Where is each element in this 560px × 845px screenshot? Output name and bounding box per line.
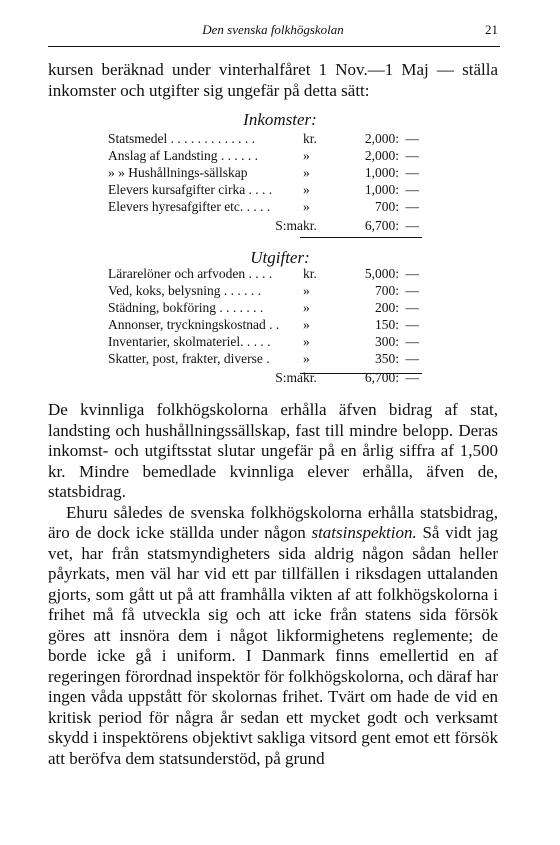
expenses-title: Utgifter: <box>250 248 310 267</box>
row-currency: » <box>303 351 310 366</box>
page-number: 21 <box>485 22 498 37</box>
row-label: Städning, bokföring . . . . . . . <box>108 300 264 315</box>
row-dash: — <box>405 351 419 366</box>
sum-amount: 6,700: <box>364 370 399 385</box>
row-label: Anslag af Landsting . . . . . . <box>108 148 258 163</box>
expense-row <box>108 350 419 367</box>
paragraph <box>48 503 498 770</box>
expense-row <box>108 316 419 333</box>
row-amount: 700: <box>374 283 399 298</box>
row-amount: 1,000: <box>364 165 399 180</box>
row-currency: kr. <box>303 131 317 146</box>
sum-amount: 6,700: <box>364 218 399 233</box>
emphasis-text: statsinspektion. <box>311 523 417 542</box>
row-label: Annonser, tryckningskostnad . . <box>108 317 280 332</box>
body-text <box>48 400 498 769</box>
row-label: Statsmedel . . . . . . . . . . . . . <box>108 131 255 146</box>
row-dash: — <box>405 300 419 315</box>
expense-row <box>108 333 419 350</box>
row-label: Skatter, post, frakter, diverse . <box>108 351 270 366</box>
expenses-sum-row <box>108 367 419 386</box>
row-label: » » Hushållnings-sällskap <box>108 165 248 180</box>
row-amount: 2,000: <box>364 131 399 146</box>
income-row <box>108 130 419 147</box>
income-title: Inkomster: <box>243 110 317 129</box>
row-label: Elevers kursafgifter cirka . . . . <box>108 182 273 197</box>
expenses-table <box>108 265 419 386</box>
row-currency: » <box>303 300 310 315</box>
expense-row <box>108 282 419 299</box>
income-table <box>108 130 419 234</box>
row-amount: 200: <box>374 300 399 315</box>
sum-dash: — <box>405 370 419 385</box>
income-row <box>108 164 419 181</box>
row-amount: 5,000: <box>364 266 399 281</box>
row-amount: 350: <box>374 351 399 366</box>
sum-label: S:ma <box>275 370 303 385</box>
income-row <box>108 198 419 215</box>
row-dash: — <box>405 334 419 349</box>
row-dash: — <box>405 148 419 163</box>
income-row <box>108 147 419 164</box>
expenses-sum-rule <box>300 373 422 374</box>
row-dash: — <box>405 317 419 332</box>
row-currency: » <box>303 148 310 163</box>
row-amount: 1,000: <box>364 182 399 197</box>
income-sum-rule <box>300 237 422 238</box>
row-dash: — <box>405 165 419 180</box>
row-dash: — <box>405 199 419 214</box>
row-label: Inventarier, skolmateriel. . . . . <box>108 334 271 349</box>
paragraph: De kvinnliga folkhögskolorna erhålla äfven bidrag af stat, landsting och hushållningssällskap, fast till mindre belopp. Deras inkomst- och utgiftsstat slutar ungefär på en årlig siffra af 1,500 kr. Mindre bemedlade kvinnliga elever erhålla, äfven de, statsbidrag. <box>48 400 498 501</box>
row-currency: kr. <box>303 266 317 281</box>
sum-currency: kr. <box>303 370 317 385</box>
sum-currency: kr. <box>303 218 317 233</box>
row-currency: » <box>303 283 310 298</box>
row-dash: — <box>405 283 419 298</box>
text-run: Ehuru således de svenska folkhögskolorna erhålla statsbidrag, äro de dock icke ställda under någon <box>48 502 498 542</box>
row-currency: » <box>303 317 310 332</box>
row-label: Ved, koks, belysning . . . . . . <box>108 283 261 298</box>
sum-dash: — <box>405 218 419 233</box>
header-rule <box>48 46 500 47</box>
income-sum-row <box>108 215 419 234</box>
row-currency: » <box>303 165 310 180</box>
row-currency: » <box>303 334 310 349</box>
row-dash: — <box>405 131 419 146</box>
row-label: Lärarelöner och arfvoden . . . . <box>108 266 273 281</box>
running-header <box>48 22 498 42</box>
expense-row <box>108 299 419 316</box>
row-label: Elevers hyresafgifter etc. . . . . <box>108 199 271 214</box>
row-amount: 700: <box>374 199 399 214</box>
running-title: Den svenska folkhögskolan <box>202 22 344 37</box>
expense-row <box>108 265 419 282</box>
text-run: Så vidt jag vet, har från statsmyndigheters sida aldrig någon sådan heller påyrkats, men väl har vid ett par tillfällen i riksdagen uttalanden gjorts, som gått ut på att framhålla vikten af att folkhögskolorna i frihet må få utveckla sig och att icke från statens sida försök göres att insnöra dem i något likformighetens reglemente; de borde icke gå i uniform. I Danmark finns emellertid en af regeringen förordnad inspektör för folkhögskolorna, och däraf har ingen våda uppstått för skolornas frihet. Tvärt om hade de vid en kritisk period för några år sedan ett mycket godt och verksamt skydd i inspektörens objektivt sakliga vitsord gent emot ett försök att beröfva dem statsunderstöd, på grund <box>48 523 498 768</box>
intro-paragraph: kursen beräknad under vinterhalfåret 1 Nov.—1 Maj — ställa inkomster och utgifter sig ungefär på detta sätt: <box>48 60 498 100</box>
row-currency: » <box>303 182 310 197</box>
row-dash: — <box>405 266 419 281</box>
row-amount: 2,000: <box>364 148 399 163</box>
sum-label: S:ma <box>275 218 303 233</box>
row-currency: » <box>303 199 310 214</box>
income-row <box>108 181 419 198</box>
row-amount: 150: <box>374 317 399 332</box>
row-dash: — <box>405 182 419 197</box>
row-amount: 300: <box>374 334 399 349</box>
